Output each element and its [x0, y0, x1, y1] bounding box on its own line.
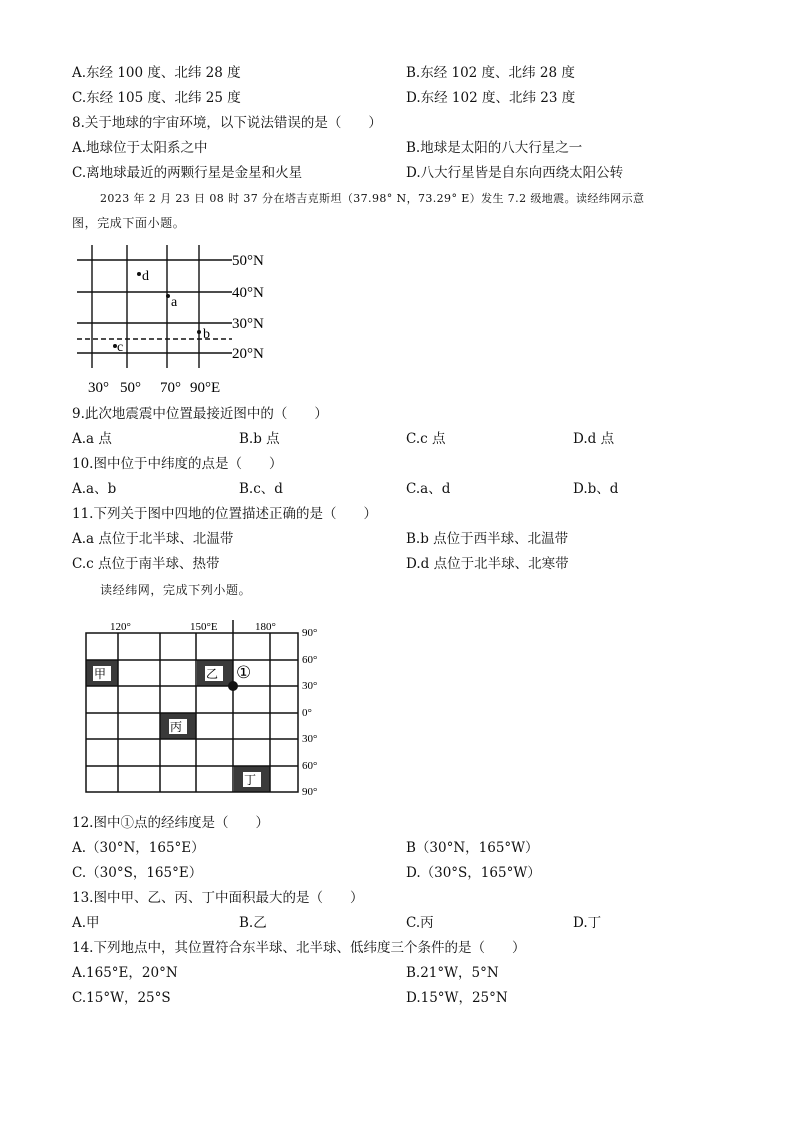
region-jia-label: 甲 — [94, 667, 107, 681]
q10-option-c[interactable]: C.a、d — [406, 481, 451, 497]
fig2-lat-label-60s: 60° — [302, 760, 318, 772]
q11-option-a[interactable]: A.a 点位于北半球、北温带 — [72, 531, 234, 547]
point-c-label: c — [117, 340, 124, 355]
point-1-marker — [228, 681, 238, 691]
lon-label-90e: 90°E — [190, 380, 221, 396]
fig2-lat-label-90n: 90° — [302, 627, 318, 639]
q8-option-c[interactable]: C.离地球最近的两颗行星是金星和火星 — [72, 165, 303, 181]
lon-label-50: 50° — [120, 380, 141, 396]
region-bing-label: 丙 — [170, 720, 183, 734]
q7-option-c[interactable]: C.东经 105 度、北纬 25 度 — [72, 90, 241, 106]
q8-stem: 8.关于地球的宇宙环境，以下说法错误的是（ ） — [72, 115, 382, 131]
q13-option-b[interactable]: B.乙 — [239, 915, 267, 931]
q9-stem: 9.此次地震震中位置最接近图中的（ ） — [72, 406, 328, 422]
fig2-lat-label-0: 0° — [302, 707, 312, 719]
fig2-lon-label-120: 120° — [110, 621, 131, 633]
q13-option-a[interactable]: A.甲 — [72, 915, 100, 931]
lat-label-30n: 30°N — [232, 316, 264, 332]
q12-option-c[interactable]: C.（30°S，165°E） — [72, 865, 203, 881]
q8-option-a[interactable]: A.地球位于太阳系之中 — [72, 140, 208, 156]
point-1-label: ① — [236, 663, 252, 682]
q14-option-b[interactable]: B.21°W，5°N — [406, 965, 499, 981]
preamble-grid-2: 读经纬网，完成下列小题。 — [100, 583, 252, 597]
q10-option-b[interactable]: B.c、d — [239, 481, 283, 497]
q11-stem: 11.下列关于图中四地的位置描述正确的是（ ） — [72, 506, 377, 522]
q7-option-d[interactable]: D.东经 102 度、北纬 23 度 — [406, 90, 576, 106]
point-a-label: a — [171, 295, 178, 310]
q8-option-b[interactable]: B.地球是太阳的八大行星之一 — [406, 140, 583, 156]
q12-option-b[interactable]: B（30°N，165°W） — [406, 840, 539, 856]
q8-option-d[interactable]: D.八大行星皆是自东向西绕太阳公转 — [406, 165, 624, 181]
q7-option-a[interactable]: A.东经 100 度、北纬 28 度 — [72, 65, 241, 81]
fig2-lon-label-180: 180° — [255, 621, 276, 633]
fig2-lat-label-60n: 60° — [302, 654, 318, 666]
q13-option-d[interactable]: D.丁 — [573, 915, 602, 931]
q9-option-c[interactable]: C.c 点 — [406, 431, 446, 447]
q9-option-b[interactable]: B.b 点 — [239, 431, 280, 447]
fig2-lat-label-30n: 30° — [302, 680, 318, 692]
q14-option-a[interactable]: A.165°E，20°N — [72, 965, 178, 981]
q13-stem: 13.图中甲、乙、丙、丁中面积最大的是（ ） — [72, 890, 364, 906]
q14-option-d[interactable]: D.15°W，25°N — [406, 990, 508, 1006]
lat-label-20n: 20°N — [232, 346, 264, 362]
q12-option-d[interactable]: D.（30°S，165°W） — [406, 865, 541, 881]
region-yi-label: 乙 — [206, 667, 219, 681]
q14-option-c[interactable]: C.15°W，25°S — [72, 990, 171, 1006]
q9-option-a[interactable]: A.a 点 — [72, 431, 112, 447]
q11-option-d[interactable]: D.d 点位于北半球、北寒带 — [406, 556, 569, 572]
q9-option-d[interactable]: D.d 点 — [573, 431, 615, 447]
point-d-label: d — [142, 269, 149, 284]
q10-option-a[interactable]: A.a、b — [72, 481, 117, 497]
fig2-lat-label-90s: 90° — [302, 786, 318, 798]
q10-stem: 10.图中位于中纬度的点是（ ） — [72, 456, 283, 472]
q14-stem: 14.下列地点中，其位置符合东半球、北半球、低纬度三个条件的是（ ） — [72, 940, 526, 956]
preamble-earthquake-line2: 图，完成下面小题。 — [72, 216, 186, 230]
lon-label-30: 30° — [88, 380, 109, 396]
lat-label-50n: 50°N — [232, 253, 264, 269]
q7-option-b[interactable]: B.东经 102 度、北纬 28 度 — [406, 65, 575, 81]
fig2-lon-label-150e: 150°E — [190, 621, 218, 633]
q11-option-b[interactable]: B.b 点位于西半球、北温带 — [406, 531, 569, 547]
q13-option-c[interactable]: C.丙 — [406, 915, 434, 931]
region-ding-label: 丁 — [244, 773, 257, 787]
q11-option-c[interactable]: C.c 点位于南半球、热带 — [72, 556, 220, 572]
point-b-label: b — [203, 327, 210, 342]
fig2-lat-label-30s: 30° — [302, 733, 318, 745]
lon-label-70: 70° — [160, 380, 181, 396]
lat-lon-grid-figure-1 — [72, 240, 272, 400]
q12-option-a[interactable]: A.（30°N，165°E） — [72, 840, 205, 856]
lat-label-40n: 40°N — [232, 285, 264, 301]
lat-lon-grid-figure-2 — [80, 612, 340, 802]
q10-option-d[interactable]: D.b、d — [573, 481, 619, 497]
q12-stem: 12.图中①点的经纬度是（ ） — [72, 815, 269, 831]
preamble-earthquake-line1: 2023 年 2 月 23 日 08 时 37 分在塔吉克斯坦（37.98° N，73.29° E）发生 7.2 级地震。读经纬网示意 — [100, 192, 645, 205]
